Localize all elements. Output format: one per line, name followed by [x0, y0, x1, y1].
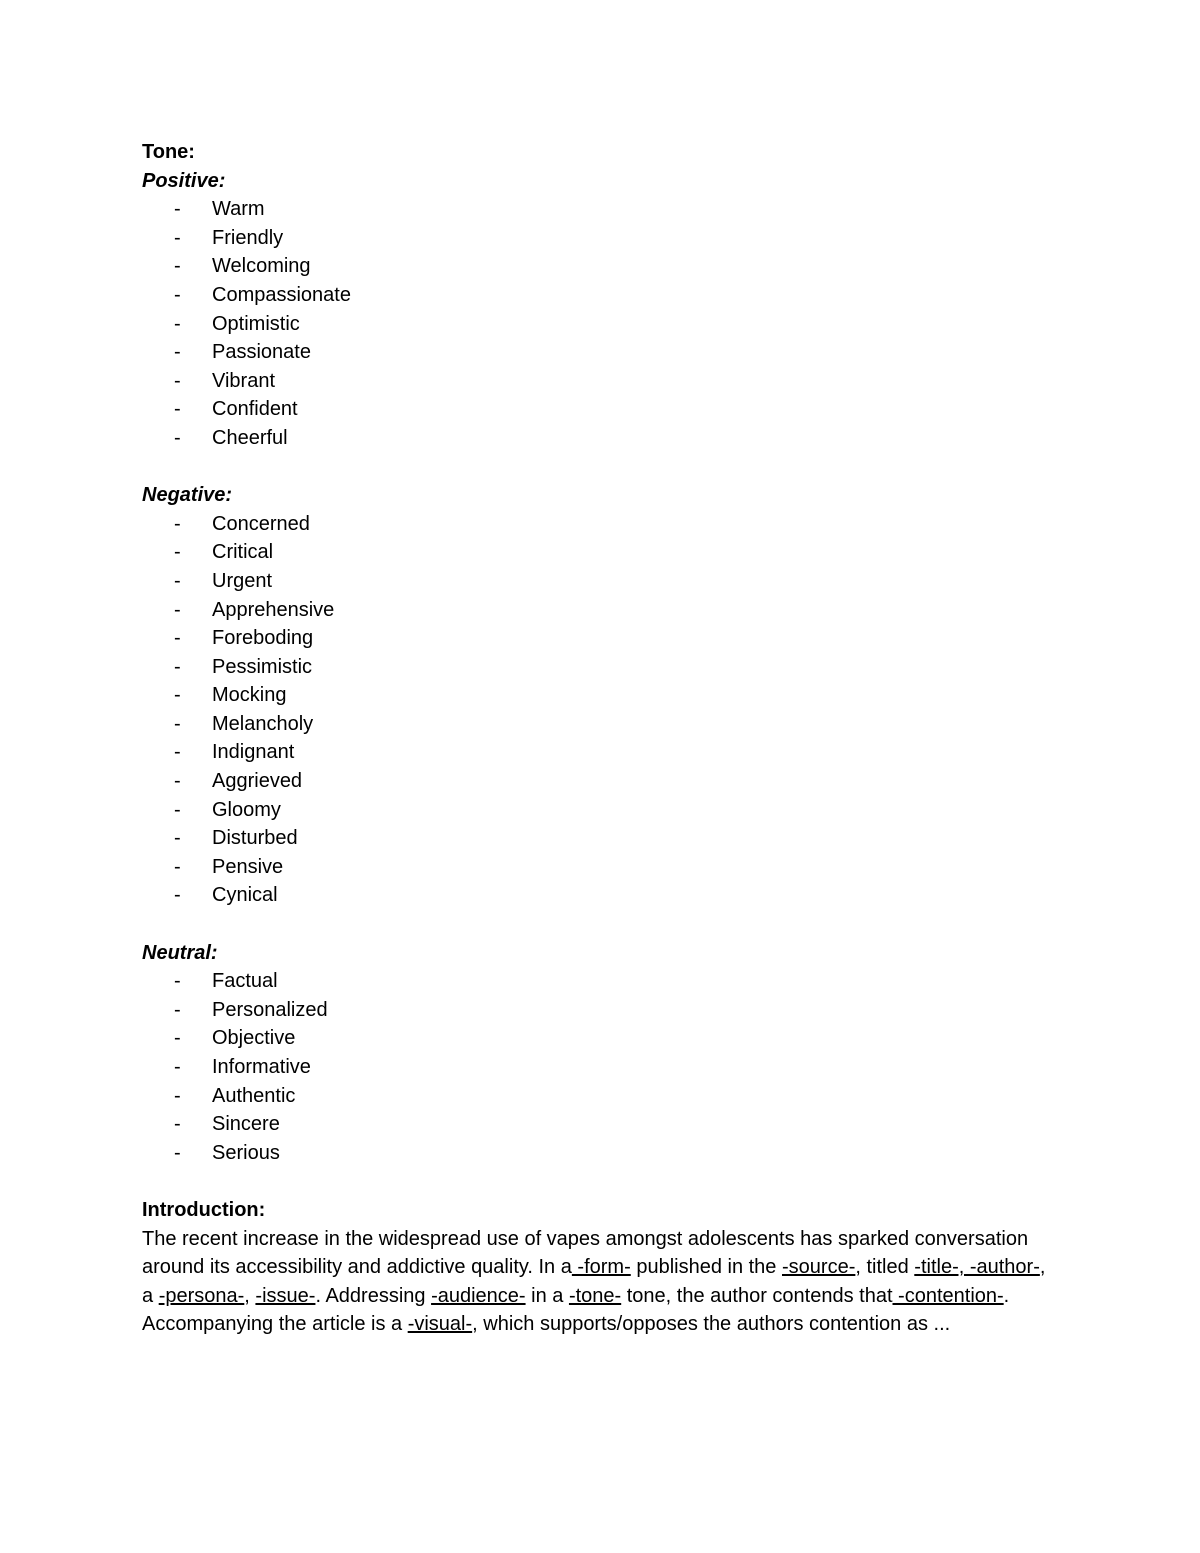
list-item	[142, 195, 1062, 224]
bullet-dash: -	[174, 1113, 181, 1136]
positive-label: Positive:	[142, 169, 226, 192]
paragraph-text: , titled	[855, 1256, 915, 1279]
list-item-text: Personalized	[212, 998, 328, 1021]
bullet-dash: -	[174, 855, 181, 878]
list-item-text: Serious	[212, 1141, 280, 1164]
list-item	[142, 738, 1062, 767]
list-item-text: Foreboding	[212, 627, 314, 650]
list-item	[142, 1082, 1062, 1111]
list-item-text: Compassionate	[212, 283, 351, 306]
bullet-dash: -	[174, 226, 181, 249]
bullet-dash: -	[174, 684, 181, 707]
list-item	[142, 881, 1062, 910]
list-item	[142, 1139, 1062, 1168]
bullet-dash: -	[174, 970, 181, 993]
list-item	[142, 681, 1062, 710]
list-item-text: Factual	[212, 970, 278, 993]
list-item-text: Authentic	[212, 1084, 296, 1107]
list-item-text: Confident	[212, 398, 298, 421]
bullet-dash: -	[174, 1027, 181, 1050]
spacer	[142, 1167, 1062, 1196]
paragraph-text: The recent increase in the widespread use of vapes amongst adolescents has sparked conversation around its accessibility and addictive quality. In a	[142, 1227, 1029, 1279]
positive-list	[142, 195, 1062, 452]
list-item	[142, 853, 1062, 882]
list-item-text: Critical	[212, 541, 274, 564]
template-placeholder: -persona-	[158, 1284, 245, 1307]
list-item	[142, 367, 1062, 396]
list-item	[142, 596, 1062, 625]
list-item	[142, 796, 1062, 825]
list-item-text: Warm	[212, 198, 265, 221]
list-item-text: Indignant	[212, 741, 295, 764]
paragraph-text: , which supports/opposes the authors contention as ...	[472, 1313, 951, 1336]
introduction-heading: Introduction:	[142, 1198, 266, 1221]
template-placeholder: -title-, -author-	[914, 1256, 1040, 1279]
list-item-text: Pensive	[212, 855, 284, 878]
list-item	[142, 710, 1062, 739]
template-placeholder: -tone-	[568, 1284, 622, 1307]
paragraph-text: published in the	[630, 1256, 782, 1279]
template-placeholder: -form-	[571, 1256, 631, 1279]
template-placeholder: -source-	[782, 1256, 856, 1279]
bullet-dash: -	[174, 341, 181, 364]
bullet-dash: -	[174, 598, 181, 621]
list-item-text: Pessimistic	[212, 655, 313, 678]
list-item	[142, 624, 1062, 653]
bullet-dash: -	[174, 369, 181, 392]
list-item	[142, 338, 1062, 367]
list-item	[142, 1110, 1062, 1139]
list-item-text: Melancholy	[212, 712, 314, 735]
list-item-text: Objective	[212, 1027, 296, 1050]
list-item-text: Cheerful	[212, 426, 288, 449]
template-placeholder: -contention-	[892, 1284, 1004, 1307]
template-placeholder: -audience-	[431, 1284, 526, 1307]
negative-list	[142, 510, 1062, 910]
bullet-dash: -	[174, 512, 181, 535]
list-item	[142, 310, 1062, 339]
bullet-dash: -	[174, 770, 181, 793]
list-item	[142, 424, 1062, 453]
list-item-text: Apprehensive	[212, 598, 335, 621]
list-item	[142, 1053, 1062, 1082]
list-item-text: Aggrieved	[212, 770, 303, 793]
list-item-text: Sincere	[212, 1113, 280, 1136]
list-item-text: Vibrant	[212, 369, 276, 392]
list-item	[142, 567, 1062, 596]
bullet-dash: -	[174, 998, 181, 1021]
paragraph-text: tone, the author contends that	[621, 1284, 893, 1307]
bullet-dash: -	[174, 655, 181, 678]
template-placeholder: -issue-	[255, 1284, 316, 1307]
template-placeholder: -visual-	[407, 1313, 473, 1336]
introduction-paragraph	[142, 1225, 1057, 1339]
list-item	[142, 538, 1062, 567]
bullet-dash: -	[174, 198, 181, 221]
list-item	[142, 224, 1062, 253]
list-item	[142, 281, 1062, 310]
neutral-list	[142, 967, 1062, 1167]
list-item-text: Concerned	[212, 512, 310, 535]
list-item	[142, 996, 1062, 1025]
list-item-text: Disturbed	[212, 827, 298, 850]
list-item-text: Optimistic	[212, 312, 300, 335]
document-content	[142, 138, 1062, 1339]
bullet-dash: -	[174, 827, 181, 850]
bullet-dash: -	[174, 1084, 181, 1107]
list-item	[142, 252, 1062, 281]
paragraph-text: , a	[142, 1256, 1046, 1307]
list-item-text: Gloomy	[212, 798, 281, 821]
list-item-text: Friendly	[212, 226, 284, 249]
bullet-dash: -	[174, 283, 181, 306]
list-item-text: Urgent	[212, 569, 273, 592]
bullet-dash: -	[174, 541, 181, 564]
bullet-dash: -	[174, 1056, 181, 1078]
bullet-dash: -	[174, 712, 181, 735]
bullet-dash: -	[174, 741, 181, 764]
bullet-dash: -	[174, 255, 181, 278]
list-item	[142, 824, 1062, 853]
paragraph-text: ,	[244, 1284, 256, 1307]
list-item	[142, 395, 1062, 424]
neutral-label: Neutral:	[142, 941, 218, 964]
list-item	[142, 1024, 1062, 1053]
bullet-dash: -	[174, 312, 181, 335]
bullet-dash: -	[174, 569, 181, 592]
paragraph-text: . Accompanying the article is a	[142, 1284, 1010, 1336]
spacer	[142, 910, 1062, 939]
tone-heading: Tone:	[142, 141, 195, 163]
list-item	[142, 653, 1062, 682]
list-item-text: Informative	[212, 1056, 311, 1078]
spacer	[142, 453, 1062, 482]
paragraph-text: in a	[525, 1284, 569, 1307]
list-item	[142, 767, 1062, 796]
negative-label: Negative:	[142, 484, 233, 507]
list-item-text: Mocking	[212, 684, 287, 707]
list-item	[142, 510, 1062, 539]
list-item	[142, 967, 1062, 996]
bullet-dash: -	[174, 1141, 181, 1164]
list-item-text: Welcoming	[212, 255, 311, 278]
bullet-dash: -	[174, 627, 181, 650]
list-item-text: Passionate	[212, 341, 311, 364]
bullet-dash: -	[174, 798, 181, 821]
paragraph-text: . Addressing	[315, 1284, 432, 1307]
list-item-text: Cynical	[212, 884, 278, 907]
bullet-dash: -	[174, 398, 181, 421]
bullet-dash: -	[174, 884, 181, 907]
bullet-dash: -	[174, 426, 181, 449]
